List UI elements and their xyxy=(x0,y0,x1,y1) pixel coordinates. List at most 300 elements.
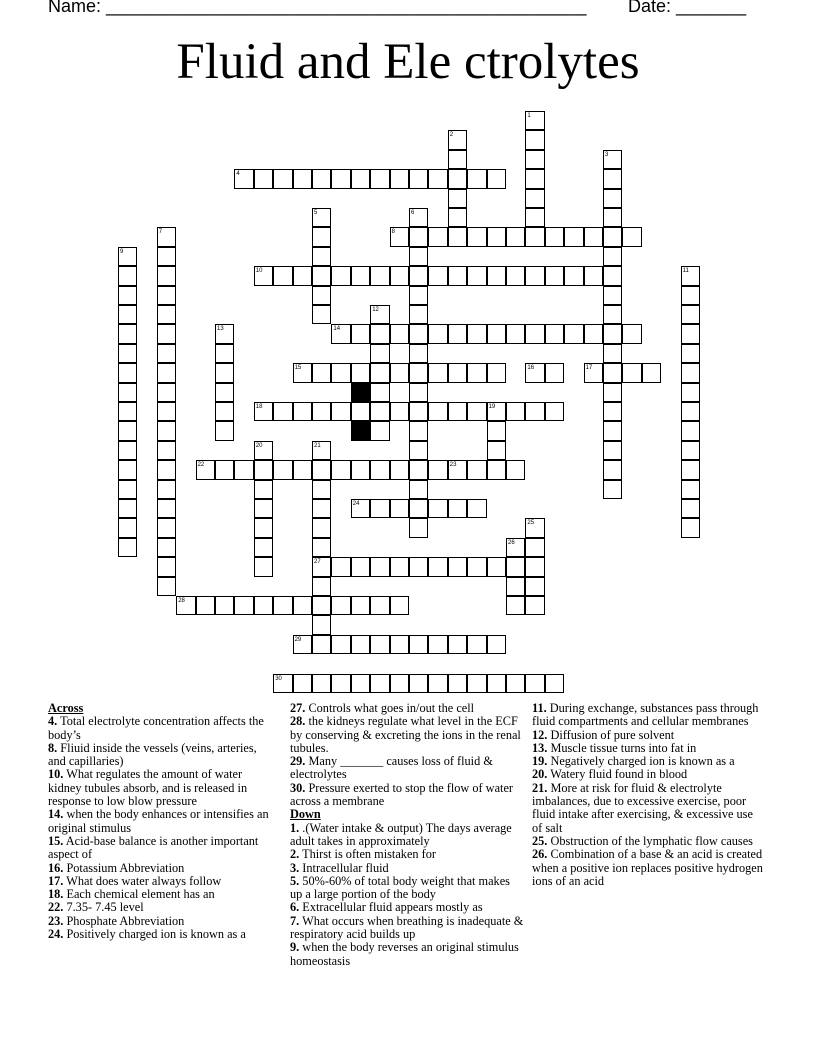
answer-square[interactable] xyxy=(312,169,331,188)
answer-square[interactable] xyxy=(331,674,350,693)
answer-square[interactable] xyxy=(525,130,544,149)
answer-square[interactable] xyxy=(273,169,292,188)
answer-square[interactable] xyxy=(487,324,506,343)
clue-text: the kidneys regulate what level in the ECF by conserving & excreting the ions in the renal tubules. xyxy=(290,714,521,755)
answer-square[interactable] xyxy=(409,441,428,460)
answer-square[interactable] xyxy=(370,635,389,654)
answer-square[interactable] xyxy=(409,324,428,343)
answer-square[interactable] xyxy=(196,596,215,615)
clue-number-label: 10 xyxy=(255,268,263,275)
answer-square[interactable] xyxy=(118,480,137,499)
clue-number: 12. xyxy=(532,727,548,742)
answer-square[interactable] xyxy=(157,344,176,363)
answer-square[interactable] xyxy=(273,460,292,479)
answer-square[interactable] xyxy=(448,402,467,421)
answer-square[interactable] xyxy=(409,247,428,266)
answer-square[interactable] xyxy=(118,421,137,440)
answer-square[interactable] xyxy=(370,421,389,440)
clue-number-label: 29 xyxy=(294,636,302,643)
answer-square[interactable] xyxy=(603,286,622,305)
answer-square[interactable] xyxy=(370,402,389,421)
answer-square[interactable] xyxy=(312,615,331,634)
answer-square[interactable] xyxy=(681,441,700,460)
answer-square[interactable] xyxy=(157,480,176,499)
answer-square[interactable] xyxy=(390,460,409,479)
answer-square[interactable] xyxy=(603,189,622,208)
answer-square[interactable] xyxy=(254,538,273,557)
answer-square[interactable] xyxy=(487,557,506,576)
answer-square[interactable] xyxy=(312,402,331,421)
answer-square[interactable] xyxy=(584,324,603,343)
clue-text: Intracellular fluid xyxy=(299,860,389,875)
answer-square[interactable] xyxy=(487,169,506,188)
answer-square[interactable] xyxy=(622,363,641,382)
answer-square[interactable] xyxy=(351,266,370,285)
answer-square[interactable] xyxy=(409,480,428,499)
answer-square[interactable] xyxy=(603,227,622,246)
answer-square[interactable] xyxy=(351,402,370,421)
answer-square[interactable] xyxy=(506,402,525,421)
answer-square[interactable] xyxy=(428,557,447,576)
answer-square[interactable] xyxy=(215,344,234,363)
answer-square[interactable] xyxy=(370,460,389,479)
clue-number: 14. xyxy=(48,807,64,822)
answer-square[interactable] xyxy=(118,305,137,324)
answer-square[interactable] xyxy=(506,557,525,576)
answer-square[interactable] xyxy=(390,635,409,654)
answer-square[interactable] xyxy=(681,480,700,499)
answer-square[interactable] xyxy=(603,324,622,343)
answer-square[interactable] xyxy=(312,577,331,596)
clue-number-label: 18 xyxy=(255,404,263,410)
answer-square[interactable] xyxy=(409,635,428,654)
answer-square[interactable] xyxy=(370,169,389,188)
answer-square[interactable] xyxy=(448,635,467,654)
answer-square[interactable] xyxy=(390,674,409,693)
answer-square[interactable] xyxy=(370,363,389,382)
answer-square[interactable] xyxy=(234,460,253,479)
clue-number-label: 20 xyxy=(255,442,263,449)
answer-square[interactable] xyxy=(215,383,234,402)
across-clue xyxy=(290,782,524,809)
answer-square[interactable] xyxy=(545,363,564,382)
answer-square[interactable] xyxy=(409,460,428,479)
answer-square[interactable] xyxy=(409,363,428,382)
answer-square[interactable] xyxy=(603,169,622,188)
answer-square[interactable] xyxy=(603,460,622,479)
answer-square[interactable] xyxy=(487,363,506,382)
answer-square[interactable] xyxy=(157,499,176,518)
answer-square[interactable] xyxy=(157,577,176,596)
answer-square[interactable] xyxy=(525,150,544,169)
answer-square[interactable] xyxy=(681,499,700,518)
answer-square[interactable] xyxy=(390,557,409,576)
clue-number: 2. xyxy=(290,847,300,862)
answer-square[interactable] xyxy=(603,247,622,266)
answer-square[interactable] xyxy=(293,266,312,285)
answer-square[interactable] xyxy=(409,227,428,246)
down-clue xyxy=(290,822,524,849)
answer-square[interactable] xyxy=(409,421,428,440)
answer-square[interactable] xyxy=(409,305,428,324)
answer-square[interactable] xyxy=(312,538,331,557)
answer-square[interactable] xyxy=(467,460,486,479)
answer-square[interactable] xyxy=(254,518,273,537)
answer-square[interactable] xyxy=(118,383,137,402)
answer-square[interactable] xyxy=(118,538,137,557)
clue-text: Diffusion of pure solvent xyxy=(547,727,675,742)
answer-square[interactable] xyxy=(467,169,486,188)
clue-text: Negatively charged ion is known as a xyxy=(547,754,735,769)
answer-square[interactable] xyxy=(331,596,350,615)
answer-square[interactable] xyxy=(525,227,544,246)
answer-square[interactable] xyxy=(525,169,544,188)
answer-square[interactable] xyxy=(312,363,331,382)
answer-square[interactable] xyxy=(428,363,447,382)
answer-square[interactable] xyxy=(681,402,700,421)
answer-square[interactable] xyxy=(390,324,409,343)
answer-square[interactable] xyxy=(118,324,137,343)
answer-square[interactable] xyxy=(603,441,622,460)
answer-square[interactable] xyxy=(254,499,273,518)
clue-number: 6. xyxy=(290,900,300,915)
clue-number: 11. xyxy=(532,701,547,715)
answer-square[interactable] xyxy=(390,363,409,382)
answer-square[interactable] xyxy=(254,557,273,576)
answer-square[interactable] xyxy=(545,324,564,343)
answer-square[interactable] xyxy=(409,169,428,188)
answer-square[interactable] xyxy=(603,344,622,363)
answer-square[interactable] xyxy=(390,169,409,188)
answer-square[interactable] xyxy=(603,383,622,402)
answer-square[interactable] xyxy=(525,208,544,227)
clue-number-label: 1 xyxy=(527,113,531,119)
answer-square[interactable] xyxy=(331,460,350,479)
answer-square[interactable] xyxy=(525,596,544,615)
answer-square[interactable] xyxy=(312,480,331,499)
answer-square[interactable] xyxy=(525,538,544,557)
answer-square[interactable] xyxy=(390,266,409,285)
answer-square[interactable] xyxy=(448,169,467,188)
answer-square[interactable] xyxy=(351,674,370,693)
answer-square[interactable] xyxy=(545,674,564,693)
answer-square[interactable] xyxy=(642,363,661,382)
answer-square[interactable] xyxy=(370,674,389,693)
answer-square[interactable] xyxy=(370,383,389,402)
answer-square[interactable] xyxy=(525,189,544,208)
clue-number-label: 13 xyxy=(217,326,224,333)
answer-square[interactable] xyxy=(370,324,389,343)
answer-square[interactable] xyxy=(254,480,273,499)
answer-square[interactable] xyxy=(564,324,583,343)
answer-square[interactable] xyxy=(390,402,409,421)
answer-square[interactable] xyxy=(331,402,350,421)
answer-square[interactable] xyxy=(681,460,700,479)
answer-square[interactable] xyxy=(681,286,700,305)
answer-square[interactable] xyxy=(487,266,506,285)
answer-square[interactable] xyxy=(118,266,137,285)
answer-square[interactable] xyxy=(448,208,467,227)
answer-square[interactable] xyxy=(118,499,137,518)
answer-square[interactable] xyxy=(545,227,564,246)
answer-square[interactable] xyxy=(467,363,486,382)
answer-square[interactable] xyxy=(254,596,273,615)
answer-square[interactable] xyxy=(293,674,312,693)
answer-square[interactable] xyxy=(487,674,506,693)
answer-square[interactable] xyxy=(681,324,700,343)
answer-square[interactable] xyxy=(312,305,331,324)
answer-square[interactable] xyxy=(351,363,370,382)
answer-square[interactable] xyxy=(467,402,486,421)
answer-square[interactable] xyxy=(331,363,350,382)
clue-text: Acid-base balance is another important aspect of xyxy=(48,833,259,862)
answer-square[interactable] xyxy=(157,538,176,557)
answer-square[interactable] xyxy=(681,344,700,363)
answer-square[interactable] xyxy=(273,402,292,421)
clue-text: when the body enhances or intensifies an original stimulus xyxy=(48,807,269,835)
answer-square[interactable] xyxy=(506,227,525,246)
answer-square[interactable] xyxy=(370,557,389,576)
answer-square[interactable] xyxy=(448,363,467,382)
answer-square[interactable] xyxy=(487,635,506,654)
answer-square[interactable] xyxy=(467,635,486,654)
answer-square[interactable] xyxy=(564,266,583,285)
answer-square[interactable] xyxy=(293,402,312,421)
clue-number: 24. xyxy=(48,927,64,942)
answer-square[interactable] xyxy=(487,227,506,246)
answer-square[interactable] xyxy=(409,402,428,421)
answer-square[interactable] xyxy=(409,383,428,402)
answer-square[interactable] xyxy=(448,266,467,285)
answer-square[interactable] xyxy=(584,227,603,246)
answer-square[interactable] xyxy=(312,674,331,693)
answer-square[interactable] xyxy=(428,674,447,693)
answer-square[interactable] xyxy=(312,635,331,654)
date-field-label[interactable]: Date: _______ xyxy=(628,0,747,16)
answer-square[interactable] xyxy=(681,518,700,537)
answer-square[interactable] xyxy=(118,344,137,363)
answer-square[interactable] xyxy=(525,402,544,421)
answer-square[interactable] xyxy=(409,266,428,285)
down-clue xyxy=(290,862,524,875)
answer-square[interactable] xyxy=(409,557,428,576)
answer-square[interactable] xyxy=(428,266,447,285)
down-clue xyxy=(532,755,764,768)
answer-square[interactable] xyxy=(409,344,428,363)
across-clue xyxy=(48,875,272,888)
answer-square[interactable] xyxy=(273,596,292,615)
answer-square[interactable] xyxy=(331,635,350,654)
answer-square[interactable] xyxy=(215,402,234,421)
answer-square[interactable] xyxy=(603,266,622,285)
answer-square[interactable] xyxy=(215,363,234,382)
answer-square[interactable] xyxy=(525,324,544,343)
answer-square[interactable] xyxy=(467,324,486,343)
answer-square[interactable] xyxy=(487,460,506,479)
answer-square[interactable] xyxy=(409,518,428,537)
answer-square[interactable] xyxy=(157,421,176,440)
answer-square[interactable] xyxy=(603,480,622,499)
answer-square[interactable] xyxy=(448,557,467,576)
answer-square[interactable] xyxy=(506,674,525,693)
answer-square[interactable] xyxy=(525,674,544,693)
answer-square[interactable] xyxy=(157,460,176,479)
answer-square[interactable] xyxy=(312,499,331,518)
answer-square[interactable] xyxy=(293,169,312,188)
answer-square[interactable] xyxy=(312,596,331,615)
answer-square[interactable] xyxy=(273,266,292,285)
answer-square[interactable] xyxy=(215,421,234,440)
answer-square[interactable] xyxy=(506,577,525,596)
answer-square[interactable] xyxy=(448,674,467,693)
answer-square[interactable] xyxy=(448,227,467,246)
answer-square[interactable] xyxy=(564,227,583,246)
answer-square[interactable] xyxy=(681,383,700,402)
across-clue xyxy=(48,808,272,835)
answer-square[interactable] xyxy=(331,557,350,576)
answer-square[interactable] xyxy=(157,441,176,460)
answer-square[interactable] xyxy=(351,557,370,576)
answer-square[interactable] xyxy=(215,460,234,479)
answer-square[interactable] xyxy=(312,460,331,479)
answer-square[interactable] xyxy=(467,674,486,693)
answer-square[interactable] xyxy=(370,266,389,285)
answer-square[interactable] xyxy=(428,460,447,479)
answer-square[interactable] xyxy=(370,596,389,615)
answer-square[interactable] xyxy=(525,577,544,596)
answer-square[interactable] xyxy=(428,169,447,188)
answer-square[interactable] xyxy=(215,596,234,615)
answer-square[interactable] xyxy=(506,324,525,343)
answer-square[interactable] xyxy=(351,635,370,654)
clue-number: 19. xyxy=(532,754,548,769)
answer-square[interactable] xyxy=(428,635,447,654)
answer-square[interactable] xyxy=(681,421,700,440)
answer-square[interactable] xyxy=(312,286,331,305)
answer-square[interactable] xyxy=(351,460,370,479)
answer-square[interactable] xyxy=(390,596,409,615)
clue-number: 21. xyxy=(532,780,548,795)
answer-square[interactable] xyxy=(157,518,176,537)
answer-square[interactable] xyxy=(681,305,700,324)
answer-square[interactable] xyxy=(409,674,428,693)
answer-square[interactable] xyxy=(312,518,331,537)
answer-square[interactable] xyxy=(428,324,447,343)
answer-square[interactable] xyxy=(118,402,137,421)
clue-number-label: 15 xyxy=(294,365,302,372)
answer-square[interactable] xyxy=(331,266,350,285)
answer-square[interactable] xyxy=(487,441,506,460)
answer-square[interactable] xyxy=(467,227,486,246)
clue-text: Fliuid inside the vessels (veins, arteries, and capillaries) xyxy=(48,740,257,769)
answer-square[interactable] xyxy=(157,247,176,266)
answer-square[interactable] xyxy=(428,227,447,246)
answer-square[interactable] xyxy=(157,324,176,343)
answer-square[interactable] xyxy=(409,286,428,305)
clue-text: Combination of a base & an acid is created when a positive ion replaces positive hydrogen ions of an acid xyxy=(532,847,763,888)
answer-square[interactable] xyxy=(157,305,176,324)
answer-square[interactable] xyxy=(157,266,176,285)
answer-square[interactable] xyxy=(312,266,331,285)
answer-square[interactable] xyxy=(351,324,370,343)
answer-square[interactable] xyxy=(254,169,273,188)
answer-square[interactable] xyxy=(254,460,273,479)
answer-square[interactable] xyxy=(157,363,176,382)
answer-square[interactable] xyxy=(506,266,525,285)
answer-square[interactable] xyxy=(118,363,137,382)
answer-square[interactable] xyxy=(448,150,467,169)
down-clue xyxy=(532,742,764,755)
answer-square[interactable] xyxy=(293,460,312,479)
answer-square[interactable] xyxy=(118,441,137,460)
answer-square[interactable] xyxy=(603,421,622,440)
answer-square[interactable] xyxy=(545,402,564,421)
clue-number: 4. xyxy=(48,714,58,729)
clue-number: 26. xyxy=(532,847,548,862)
clue-text: Obstruction of the lymphatic flow causes xyxy=(547,833,753,848)
answer-square[interactable] xyxy=(603,305,622,324)
answer-square[interactable] xyxy=(428,402,447,421)
answer-square[interactable] xyxy=(428,499,447,518)
answer-square[interactable] xyxy=(118,286,137,305)
answer-square[interactable] xyxy=(545,266,564,285)
down-heading: Down xyxy=(290,807,321,822)
answer-square[interactable] xyxy=(331,169,350,188)
answer-square[interactable] xyxy=(584,266,603,285)
answer-square[interactable] xyxy=(351,169,370,188)
answer-square[interactable] xyxy=(487,421,506,440)
answer-square[interactable] xyxy=(351,596,370,615)
answer-square[interactable] xyxy=(603,402,622,421)
answer-square[interactable] xyxy=(118,460,137,479)
answer-square[interactable] xyxy=(506,596,525,615)
answer-square[interactable] xyxy=(390,499,409,518)
answer-square[interactable] xyxy=(525,557,544,576)
answer-square[interactable] xyxy=(370,499,389,518)
answer-square[interactable] xyxy=(506,460,525,479)
answer-square[interactable] xyxy=(525,266,544,285)
answer-square[interactable] xyxy=(467,499,486,518)
answer-square[interactable] xyxy=(293,596,312,615)
answer-square[interactable] xyxy=(467,266,486,285)
answer-square[interactable] xyxy=(312,227,331,246)
clue-text: Many _______ causes loss of fluid & electrolytes xyxy=(290,754,493,782)
answer-square[interactable] xyxy=(409,499,428,518)
answer-square[interactable] xyxy=(234,596,253,615)
down-clue xyxy=(532,729,764,742)
answer-square[interactable] xyxy=(157,383,176,402)
answer-square[interactable] xyxy=(157,402,176,421)
answer-square[interactable] xyxy=(448,189,467,208)
answer-square[interactable] xyxy=(603,363,622,382)
answer-square[interactable] xyxy=(157,286,176,305)
clue-number-label: 12 xyxy=(372,307,379,313)
answer-square[interactable] xyxy=(622,324,641,343)
answer-square[interactable] xyxy=(603,208,622,227)
name-field-label[interactable]: Name: ________________________________________________ xyxy=(48,0,587,16)
answer-square[interactable] xyxy=(448,499,467,518)
answer-square[interactable] xyxy=(448,324,467,343)
clue-number: 25. xyxy=(532,833,548,848)
answer-square[interactable] xyxy=(157,557,176,576)
clue-number: 27. xyxy=(290,701,306,715)
answer-square[interactable] xyxy=(312,247,331,266)
answer-square[interactable] xyxy=(370,344,389,363)
answer-square[interactable] xyxy=(681,363,700,382)
answer-square[interactable] xyxy=(118,518,137,537)
answer-square[interactable] xyxy=(622,227,641,246)
answer-square[interactable] xyxy=(467,557,486,576)
